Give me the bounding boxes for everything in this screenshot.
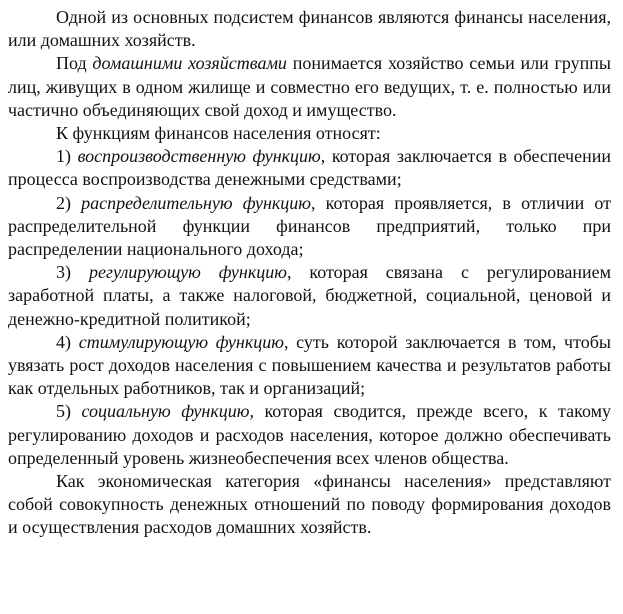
paragraph-text: 1) xyxy=(56,146,78,167)
italic-term: стимулирующую функцию xyxy=(78,331,284,352)
italic-term: социальную функцию xyxy=(81,401,250,422)
paragraph-text: Одной из основных подсистем финансов являются финансы населения, или домашних хозяйств. xyxy=(8,7,611,51)
paragraph-text: К функциям финансов населения относят: xyxy=(56,123,381,144)
paragraph-intro xyxy=(8,6,611,52)
italic-term: регулирующую функцию xyxy=(88,262,287,283)
paragraph-text: 4) xyxy=(56,331,79,352)
list-item-function-1 xyxy=(8,145,611,191)
paragraph-text: понимается хозяйство семьи или группы лиц, живущих в одном жилище и совместно его ведущих, т. е. полностью или частично объединяющих свой доход и имущество. xyxy=(8,53,611,120)
list-item-function-3 xyxy=(8,261,611,331)
paragraph-text: Как экономическая категория «финансы населения» представляют собой совокупность денежных отношений по поводу формирования доходов и осуществления расходов домашних хозяйств. xyxy=(8,471,611,538)
paragraph-text: , суть которой заключается в том, чтобы увязать рост доходов населения с повышением качества и результатов работы как отдельных работников, так и организаций; xyxy=(8,331,611,399)
paragraph-functions-lead xyxy=(8,122,611,145)
list-item-function-5 xyxy=(8,400,611,470)
paragraph-text: , которая заключается в обеспечении процесса воспроизводства денежными средствами; xyxy=(8,146,611,190)
paragraph-text: Под xyxy=(56,53,93,74)
paragraph-text: 3) xyxy=(56,262,89,283)
italic-term: воспроизводственную функцию xyxy=(77,146,321,167)
paragraph-definition xyxy=(8,52,611,122)
paragraph-text: , которая сводится, прежде всего, к такому регулированию доходов и расходов населения, которое должно обеспечивать определенный уровень жизнеобеспечения всех членов общества. xyxy=(8,401,611,468)
paragraph-text: 2) xyxy=(56,192,82,213)
paragraph-text: , которая проявляется, в отличии от распределительной функции финансов предприятий, только при распределении национального дохода; xyxy=(8,192,612,260)
italic-term: домашними хозяйствами xyxy=(92,53,287,74)
list-item-function-2 xyxy=(8,192,611,262)
paragraph-text: 5) xyxy=(56,401,82,422)
paragraph-conclusion xyxy=(8,470,611,540)
paragraph-text: , которая связана с регулированием заработной платы, а также налоговой, бюджетной, социальной, ценовой и денежно-кредитной политикой; xyxy=(8,262,612,329)
list-item-function-4 xyxy=(8,331,611,401)
italic-term: распределительную функцию xyxy=(81,192,311,213)
document-page xyxy=(8,6,611,540)
